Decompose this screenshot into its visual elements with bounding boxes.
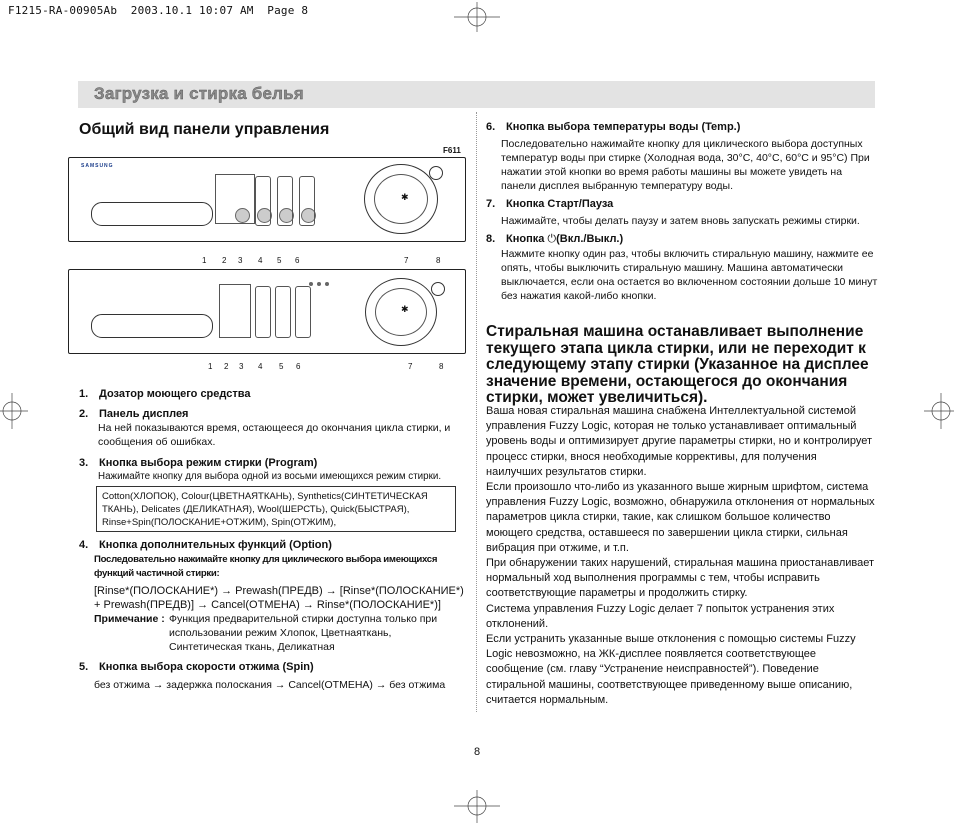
item-3-title: 3. Кнопка выбора режим стирки (Program) [79,457,318,469]
print-header: F1215-RA-00905Ab 2003.10.1 10:07 AM Page 8 [8,4,309,17]
item-7-text: Нажимайте, чтобы делать паузу и затем вновь запускать режимы стирки. [501,215,860,227]
paragraph: При обнаружении таких нарушений, стиральная машина приостанавливает нормальный ход выполнения программы с тем, чтобы исправить соответствующие параметры и продолжить стирку. [486,557,875,600]
detergent-drawer [91,202,213,226]
power-icon: ⏻ [547,233,557,245]
item-7-title: 7. Кнопка Старт/Пауза [486,198,614,210]
button-column [255,176,271,226]
item-8-text: Нажмите кнопку один раз, чтобы включить стиральную машину, нажмите ее опять, чтобы выключить стиральную машину. Машина автоматически выключается, если она остается во включенном состоянии дольше 10 минут без нажатия какой-либо кнопки. [501,248,878,302]
registration-mark-icon [0,393,28,429]
item-1-title: 1. Дозатор моющего средства [79,388,251,400]
registration-mark-icon [924,393,954,429]
start-pause-icon: ✱ [401,304,409,314]
item-4-note-text: Функция предварительной стирки доступна только при использовании режим Хлопок, Цветнаяткань, Синтетическая ткань, Деликатная [169,613,438,653]
item-8-title: 8. Кнопка ⏻(Вкл./Выкл.) [486,233,624,245]
callout-numbers-top: 1 2 3 4 5 6 7 8 [202,256,441,265]
section-header-bar [78,81,875,108]
item-4-title: 4. Кнопка дополнительных функций (Option) [79,539,332,551]
paragraph: Если устранить указанные выше отклонения с помощью системы Fuzzy Logic невозможно, на ЖК-дисплее появляется соответствующее сообщение (см. главу “Устранение неисправностей”). Поведение стиральной машины, соответствующее приведенному выше описанию, считается нормальным. [486,633,856,706]
button-column [295,286,311,338]
indicator-led [309,282,313,286]
item-5-text: без отжима → задержка полоскания → Cancel(ОТМЕНА) → без отжима [94,679,446,691]
button-column [299,176,315,226]
button-column [255,286,271,338]
power-button [429,166,443,180]
item-4-sequence: [Rinse*(ПОЛОСКАНИЕ*) → Prewash(ПРЕДВ) → [Rinse*(ПОЛОСКАНИЕ*) + Prewash(ПРЕДВ)] → Cancel(ОТМЕНА) → Rinse*(ПОЛОСКАНИЕ*)] [94,585,464,611]
callout-numbers-bottom: 1 2 3 4 5 6 7 8 [208,362,444,371]
model-label: F611 [443,146,461,155]
paragraph: Система управления Fuzzy Logic делает 7 попыток устранения этих отклонений. [486,602,835,630]
item-3-text: Нажимайте кнопку для выбора одной из восьми имеющихся режим стирки. [98,471,442,482]
indicator-led [317,282,321,286]
paragraph: Ваша новая стиральная машина снабжена Интеллектуальной системой управления Fuzzy Logic, которая не только устанавливает оптимальный уровень воды и оптимизирует другие параметры стирки, но и контролирует процесс стирки, внося необходимые коррективы, для получения наилучших результатов стирки. [486,405,873,478]
section-title: Загрузка и стирка белья [94,84,304,103]
item-6-title: 6. Кнопка выбора температуры воды (Temp.) [486,121,741,133]
column-divider [476,112,477,712]
start-pause-icon: ✱ [401,192,409,202]
button-column [277,176,293,226]
program-button [235,208,250,223]
control-panel-diagram-top [68,157,466,242]
detergent-drawer [91,314,213,338]
item-2-text: На ней показываются время, остающееся до окончания цикла стирки, и сообщения об ошибках. [98,422,451,448]
item-5-title: 5. Кнопка выбора скорости отжима (Spin) [79,661,314,673]
item-4-note-label: Примечание : [94,613,165,625]
fuzzy-logic-heading: Стиральная машина останавливает выполнение текущего этапа цикла стирки, или не переходит к следующему этапу стирки (Указанное на дисплее значение времени, остающегося до окончания стирки, может увеличиться). [486,323,869,406]
program-list-box: Cotton(ХЛОПОК), Colour(ЦВЕТНАЯТКАНЬ), Synthetics(СИНТЕТИЧЕСКАЯ ТКАНЬ), Delicates (ДЕЛИКАТНАЯ), Wool(ШЕРСТЬ), Quick(БЫСТРАЯ), Rinse+Spin(ПОЛОСКАНИЕ+ОТЖИМ), Spin(ОТЖИМ), [96,486,456,532]
paragraph: Если произошло что-либо из указанного выше жирным шрифтом, система управления Fuzzy Logic, возможно, обнаружила отклонения от нормальных параметров цикла стирки, такие, как слишком большое количество моющего средства, оставшееся по завершении цикла стирки, сильная вибрация при отжиме, и т.п. [486,481,875,554]
control-panel-diagram-bottom [68,269,466,354]
indicator-led [325,282,329,286]
item-6-text: Последовательно нажимайте кнопку для циклического выбора доступных температур воды при стирке (Холодная вода, 30°C, 40°C, 60°C и 95°C) При нажатии этой кнопки во время работы машины вы можете увидеть на панели дисплея выбранную температуру воды. [501,138,870,192]
button-column [275,286,291,338]
registration-mark-icon [454,2,500,32]
item-4-subtitle: Последовательно нажимайте кнопку для циклического выбора имеющихся функций частичной стирки: [94,554,438,579]
registration-mark-icon [454,790,500,823]
display-panel [219,284,251,338]
power-button [431,282,445,296]
brand-label: SAMSUNG [81,163,114,169]
item-2-title: 2. Панель дисплея [79,408,189,420]
fuzzy-logic-body [486,404,876,708]
page-number: 8 [474,746,481,758]
page-title: Общий вид панели управления [79,121,330,138]
